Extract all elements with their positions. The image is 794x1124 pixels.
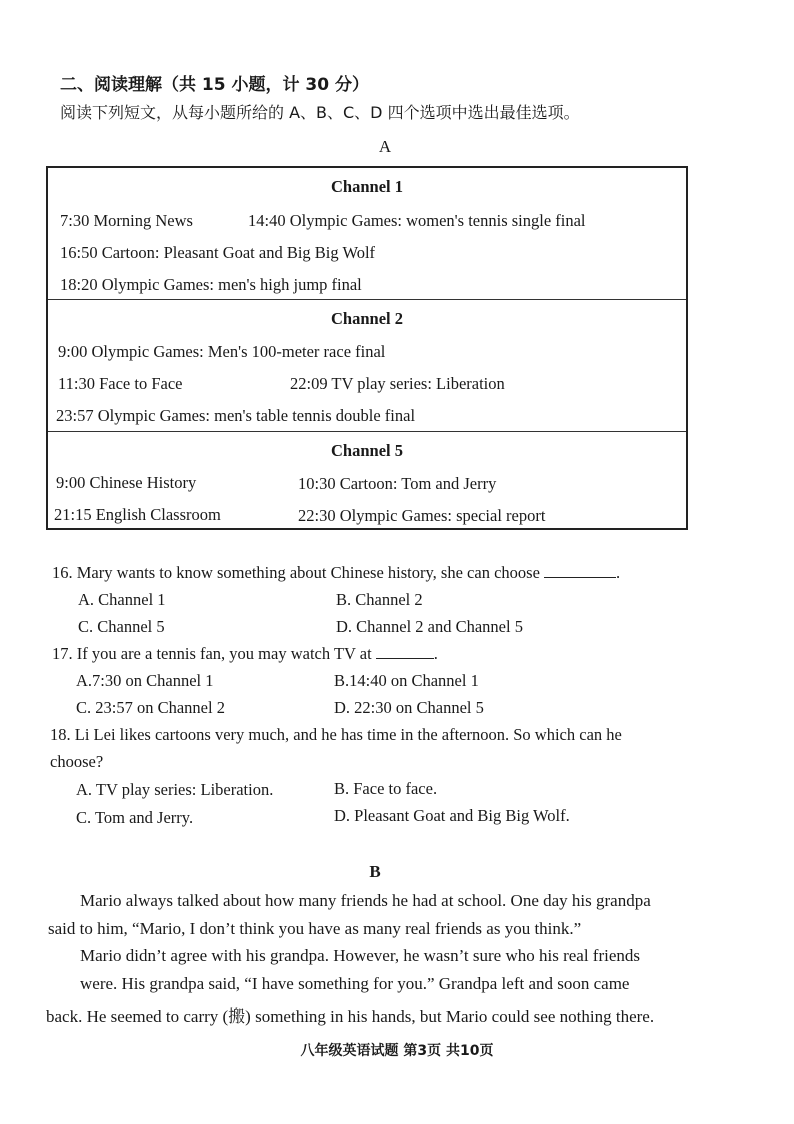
option-c: C. Tom and Jerry. [76,808,194,827]
program-item: 11:30 Face to Face [58,374,183,393]
program-item: 18:20 Olympic Games: men's high jump final [60,275,362,294]
question-end: . [433,644,438,663]
program-item: 9:00 Chinese History [56,473,197,492]
passage-a-label: A [378,137,392,156]
question-18-continued: choose? [50,752,104,771]
program-item: 21:15 English Classroom [54,505,221,524]
option-b: B.14:40 on Channel 1 [334,671,479,690]
question-18: 18. Li Lei likes cartoons very much, and he has time in the afternoon. So which can he [50,725,622,744]
program-item: 14:40 Olympic Games: women's tennis single final [248,211,586,230]
channel-1-section [48,168,686,299]
channel-title: Channel 2 [331,309,403,328]
question-stem: 17. If you are a tennis fan, you may watch TV at [52,644,372,663]
program-item: 10:30 Cartoon: Tom and Jerry [298,474,497,493]
option-d: D. Channel 2 and Channel 5 [336,617,523,636]
program-item: 22:09 TV play series: Liberation [290,374,505,393]
passage-line: were. His grandpa said, “I have something for you.” Grandpa left and soon came [80,974,630,993]
channel-5-section [48,431,686,528]
section-title: 二、阅读理解（共 15 小题，计 30 分） [60,75,369,95]
passage-line: back. He seemed to carry (搬) something in his hands, but Mario could see nothing there. [46,1007,655,1026]
question-16 [52,563,620,583]
passage-line: Mario didn’t agree with his grandpa. However, he wasn’t sure who his real friends [80,946,641,965]
answer-blank [544,577,616,578]
page-footer: 八年级英语试题 第3页 共10页 [300,1043,494,1059]
option-c: C. Channel 5 [78,617,165,636]
question-end: . [616,563,621,582]
channel-title: Channel 5 [331,441,403,460]
option-c: C. 23:57 on Channel 2 [76,698,225,717]
program-item: 7:30 Morning News [60,211,193,230]
program-item: 23:57 Olympic Games: men's table tennis double final [56,406,416,425]
channel-title: Channel 1 [331,177,403,196]
option-a: A. TV play series: Liberation. [76,780,274,799]
program-item: 9:00 Olympic Games: Men's 100-meter race final [58,342,386,361]
question-17 [52,644,438,664]
passage-b-label: B [369,862,381,881]
option-a: A.7:30 on Channel 1 [76,671,214,690]
channel-2-section [48,299,686,431]
program-item: 16:50 Cartoon: Pleasant Goat and Big Big Wolf [60,243,376,262]
option-b: B. Channel 2 [336,590,423,609]
option-d: D. Pleasant Goat and Big Big Wolf. [334,806,570,825]
tv-schedule-table [46,166,688,530]
option-b: B. Face to face. [334,779,438,798]
question-stem: 16. Mary wants to know something about Chinese history, she can choose [52,563,540,582]
option-d: D. 22:30 on Channel 5 [334,698,484,717]
answer-blank [376,658,434,659]
program-item: 22:30 Olympic Games: special report [298,506,546,525]
passage-line: said to him, “Mario, I don’t think you have as many real friends as you think.” [48,919,582,938]
section-instruction: 阅读下列短文，从每小题所给的 A、B、C、D 四个选项中选出最佳选项。 [60,103,580,122]
passage-line: Mario always talked about how many friends he had at school. One day his grandpa [80,891,651,910]
option-a: A. Channel 1 [78,590,166,609]
